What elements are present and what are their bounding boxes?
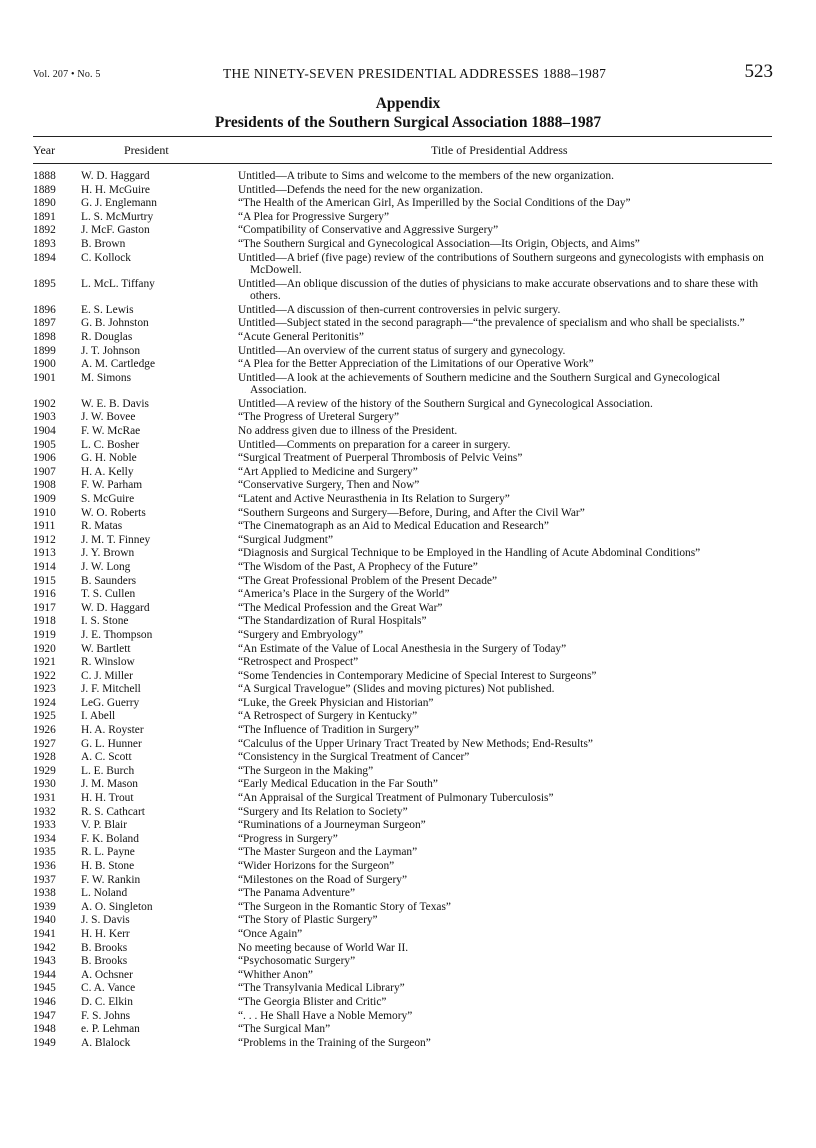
row-title: “The Georgia Blister and Critic” (238, 995, 387, 1008)
table-row (33, 1010, 773, 1023)
row-president: J. McF. Gaston (81, 224, 150, 237)
row-title: “Luke, the Greek Physician and Historian” (238, 696, 434, 709)
row-president: B. Brooks (81, 941, 128, 954)
row-president: G. L. Hunner (81, 737, 142, 750)
row-title: “The Great Professional Problem of the Present Decade” (238, 574, 498, 587)
row-president: W. E. B. Davis (81, 397, 149, 410)
row-title: “The Influence of Tradition in Surgery” (238, 724, 420, 737)
table-row (33, 561, 773, 574)
table-row (33, 982, 773, 995)
row-title: “Consistency in the Surgical Treatment of Cancer” (238, 751, 470, 764)
row-title: “Whither Anon” (238, 968, 313, 981)
row-year: 1915 (33, 574, 56, 587)
row-year: 1916 (33, 588, 56, 601)
row-president: F. W. Parham (81, 479, 143, 492)
table-row (33, 643, 773, 656)
row-president: H. H. Kerr (81, 927, 130, 940)
row-president: G. J. Englemann (81, 197, 157, 210)
row-title: Untitled—An overview of the current status of surgery and gynecology. (238, 344, 566, 357)
row-year: 1894 (33, 251, 56, 264)
row-title: “Calculus of the Upper Urinary Tract Treated by New Methods; End-Results” (238, 737, 593, 750)
appendix-title: Presidents of the Southern Surgical Association 1888–1987 (214, 114, 602, 131)
row-president: H. A. Royster (81, 724, 144, 737)
row-title: “The Health of the American Girl, As Imperilled by the Social Conditions of the Day” (238, 197, 631, 210)
table-row (33, 278, 773, 303)
row-year: 1898 (33, 330, 56, 343)
volume-label: Vol. 207 • No. 5 (33, 69, 101, 80)
row-president: I. S. Stone (81, 615, 129, 628)
row-president: H. H. Trout (81, 792, 134, 805)
row-title: “An Appraisal of the Surgical Treatment of Pulmonary Tuberculosis” (238, 792, 554, 805)
row-title: “America’s Place in the Surgery of the World” (238, 588, 450, 601)
row-title: “Ruminations of a Journeyman Surgeon” (238, 819, 426, 832)
row-title: “The Transylvania Medical Library” (238, 982, 405, 995)
table-row (33, 238, 773, 251)
row-year: 1927 (33, 737, 56, 750)
table-row (33, 615, 773, 628)
table-row (33, 345, 773, 358)
table-row (33, 466, 773, 479)
table-row (33, 656, 773, 669)
row-year: 1943 (33, 955, 56, 968)
row-president: J. M. T. Finney (81, 533, 151, 546)
row-title: Untitled—Defends the need for the new organization. (238, 183, 483, 196)
table-row (33, 358, 773, 371)
row-president: M. Simons (81, 371, 132, 384)
row-year: 1931 (33, 792, 56, 805)
table-row (33, 588, 773, 601)
table-row (33, 425, 773, 438)
row-year: 1937 (33, 873, 56, 886)
row-year: 1936 (33, 860, 56, 872)
row-title: Untitled—A brief (five page) review of the contributions of Southern surgeons and gynecologists with emphasis on McDowell. (238, 251, 764, 277)
row-year: 1938 (33, 887, 56, 900)
table-row (33, 860, 773, 873)
row-president: C. A. Vance (81, 982, 136, 995)
row-title: “The Medical Profession and the Great War” (238, 601, 443, 614)
table-row (33, 697, 773, 710)
row-title: “Wider Horizons for the Surgeon” (238, 860, 395, 872)
row-president: J. Y. Brown (81, 547, 135, 560)
table-row (33, 507, 773, 520)
row-president: R. Winslow (81, 656, 135, 669)
table-row (33, 806, 773, 819)
row-year: 1901 (33, 371, 56, 384)
row-president: L. S. McMurtry (81, 210, 154, 223)
row-president: J. F. Mitchell (81, 683, 141, 696)
row-year: 1903 (33, 411, 56, 424)
row-president: W. O. Roberts (81, 506, 146, 519)
row-title: Untitled—Comments on preparation for a career in surgery. (238, 438, 511, 451)
table-row (33, 575, 773, 588)
row-year: 1945 (33, 982, 56, 995)
row-year: 1918 (33, 615, 56, 628)
row-title: No address given due to illness of the President. (238, 425, 458, 437)
row-title: Untitled—A discussion of then-current controversies in pelvic surgery. (238, 303, 561, 316)
running-head (33, 61, 773, 88)
table-row (33, 969, 773, 982)
table-row (33, 874, 773, 887)
row-year: 1891 (33, 210, 56, 223)
row-year: 1929 (33, 764, 56, 777)
row-president: J. T. Johnson (81, 344, 141, 357)
table-row (33, 547, 773, 560)
table-row (33, 724, 773, 737)
row-year: 1944 (33, 968, 56, 981)
row-president: J. W. Bovee (81, 411, 136, 424)
row-president: J. S. Davis (81, 914, 130, 927)
row-title: “Surgery and Embryology” (238, 628, 364, 641)
table-row (33, 928, 773, 941)
row-year: 1921 (33, 656, 56, 669)
row-title: “Psychosomatic Surgery” (238, 955, 356, 968)
row-year: 1941 (33, 927, 56, 940)
row-year: 1949 (33, 1036, 56, 1049)
row-president: L. E. Burch (81, 764, 135, 777)
row-title: “The Progress of Ureteral Surgery” (238, 411, 400, 424)
row-president: J. W. Long (81, 560, 131, 573)
row-president: D. C. Elkin (81, 995, 133, 1008)
table-row (33, 602, 773, 615)
row-title: “The Panama Adventure” (238, 887, 356, 900)
row-year: 1922 (33, 669, 56, 682)
row-year: 1920 (33, 642, 56, 655)
page-number: 523 (744, 61, 773, 82)
row-president: V. P. Blair (81, 819, 127, 832)
row-year: 1910 (33, 506, 56, 519)
row-year: 1926 (33, 724, 56, 737)
presidents-table-body (33, 170, 773, 1050)
row-title: “Once Again” (238, 927, 303, 940)
table-row (33, 901, 773, 914)
row-year: 1914 (33, 560, 56, 573)
table-row (33, 1037, 773, 1050)
row-year: 1897 (33, 317, 56, 330)
row-title: “. . . He Shall Have a Noble Memory” (238, 1009, 413, 1022)
row-year: 1928 (33, 751, 56, 764)
table-row (33, 833, 773, 846)
row-title: “An Estimate of the Value of Local Anesthesia in the Surgery of Today” (238, 642, 567, 655)
table-row (33, 914, 773, 927)
row-title: “The Wisdom of the Past, A Prophecy of the Future” (238, 560, 478, 573)
table-row (33, 331, 773, 344)
row-president: A. C. Scott (81, 751, 132, 764)
row-year: 1946 (33, 995, 56, 1008)
row-title: “The Master Surgeon and the Layman” (238, 846, 418, 859)
row-president: G. B. Johnston (81, 317, 149, 330)
row-title: “A Plea for Progressive Surgery” (238, 210, 389, 223)
row-president: I. Abell (81, 710, 116, 723)
row-year: 1924 (33, 696, 56, 709)
table-row (33, 819, 773, 832)
running-title: THE NINETY-SEVEN PRESIDENTIAL ADDRESSES 1888–1987 (223, 66, 607, 81)
row-president: H. A. Kelly (81, 465, 134, 478)
row-title: “Some Tendencies in Contemporary Medicine of Special Interest to Surgeons” (238, 669, 597, 682)
row-president: L. Noland (81, 887, 128, 900)
row-year: 1892 (33, 224, 56, 237)
row-title: “The Story of Plastic Surgery” (238, 914, 378, 927)
row-year: 1913 (33, 547, 56, 560)
row-president: A. Ochsner (81, 968, 133, 981)
table-top-rule (33, 136, 772, 137)
table-row (33, 197, 773, 210)
table-row (33, 887, 773, 900)
row-title: “The Surgeon in the Romantic Story of Texas” (238, 900, 451, 913)
table-row (33, 765, 773, 778)
row-year: 1925 (33, 710, 56, 723)
table-row (33, 411, 773, 424)
table-row (33, 170, 773, 183)
row-year: 1895 (33, 277, 56, 290)
column-header-president: President (124, 143, 169, 157)
table-row (33, 738, 773, 751)
row-year: 1919 (33, 628, 56, 641)
table-row (33, 670, 773, 683)
appendix-label: Appendix (375, 95, 441, 112)
row-president: H. H. McGuire (81, 183, 150, 196)
row-president: W. Bartlett (81, 642, 131, 655)
row-president: J. M. Mason (81, 778, 138, 791)
row-year: 1948 (33, 1023, 56, 1036)
row-year: 1934 (33, 832, 56, 845)
row-president: E. S. Lewis (81, 303, 134, 316)
row-president: F. W. McRae (81, 425, 141, 437)
table-row (33, 317, 773, 330)
table-row (33, 398, 773, 411)
table-row (33, 792, 773, 805)
table-row (33, 224, 773, 237)
row-year: 1907 (33, 465, 56, 478)
row-year: 1896 (33, 303, 56, 316)
row-year: 1888 (33, 170, 56, 182)
row-president: B. Saunders (81, 574, 137, 587)
table-row (33, 184, 773, 197)
row-year: 1930 (33, 778, 56, 791)
table-row (33, 304, 773, 317)
table-row (33, 1023, 773, 1036)
row-president: B. Brooks (81, 955, 128, 968)
row-title: Untitled—A look at the achievements of Southern medicine and the Southern Surgical and Gynecological Association. (238, 371, 721, 397)
row-president: L. McL. Tiffany (81, 277, 155, 290)
table-row (33, 493, 773, 506)
table-row (33, 520, 773, 533)
row-title: “Surgical Judgment” (238, 533, 334, 546)
row-title: “The Surgeon in the Making” (238, 764, 374, 777)
row-title: “The Cinematograph as an Aid to Medical Education and Research” (238, 520, 549, 533)
row-title: “Diagnosis and Surgical Technique to be Employed in the Handling of Acute Abdominal Conditions” (238, 547, 701, 560)
row-year: 1904 (33, 425, 56, 437)
row-year: 1893 (33, 237, 56, 250)
row-year: 1906 (33, 452, 56, 465)
row-president: L. C. Bosher (81, 438, 140, 451)
row-president: W. D. Haggard (81, 170, 150, 182)
row-title: “Milestones on the Road of Surgery” (238, 873, 408, 886)
row-year: 1935 (33, 846, 56, 859)
row-year: 1940 (33, 914, 56, 927)
row-title: “Progress in Surgery” (238, 832, 338, 845)
table-header-rule (33, 163, 772, 164)
row-president: C. Kollock (81, 251, 131, 264)
row-title: “Southern Surgeons and Surgery—Before, During, and After the Civil War” (238, 506, 585, 519)
row-title: Untitled—An oblique discussion of the duties of physicians to make accurate observations and to share these with others. (238, 277, 759, 303)
table-row (33, 955, 773, 968)
row-president: e. P. Lehman (81, 1023, 140, 1036)
row-president: B. Brown (81, 237, 126, 250)
row-president: J. E. Thompson (81, 628, 153, 641)
row-title: “Acute General Peritonitis” (238, 330, 364, 343)
row-title: Untitled—A tribute to Sims and welcome to the members of the new organization. (238, 170, 614, 182)
row-title: “Conservative Surgery, Then and Now” (238, 479, 420, 492)
row-year: 1947 (33, 1009, 56, 1022)
table-row (33, 372, 773, 397)
row-president: A. O. Singleton (81, 900, 153, 913)
row-president: G. H. Noble (81, 452, 137, 465)
row-president: S. McGuire (81, 492, 135, 505)
row-year: 1909 (33, 492, 56, 505)
row-president: A. M. Cartledge (81, 358, 156, 371)
row-president: R. Douglas (81, 330, 133, 343)
row-title: “The Surgical Man” (238, 1023, 331, 1036)
row-year: 1911 (33, 520, 56, 533)
row-year: 1902 (33, 397, 56, 410)
row-title: “The Standardization of Rural Hospitals” (238, 615, 427, 628)
row-president: F. K. Boland (81, 832, 139, 845)
table-row (33, 683, 773, 696)
table-row (33, 629, 773, 642)
row-title: “Surgical Treatment of Puerperal Thrombosis of Pelvic Veins” (238, 452, 523, 465)
table-row (33, 452, 773, 465)
table-row (33, 252, 773, 277)
table-row (33, 211, 773, 224)
row-year: 1905 (33, 438, 56, 451)
row-title: “Compatibility of Conservative and Aggressive Surgery” (238, 224, 499, 237)
row-president: T. S. Cullen (81, 588, 136, 601)
row-president: R. L. Payne (81, 846, 135, 859)
row-president: C. J. Miller (81, 669, 133, 682)
table-row (33, 534, 773, 547)
row-title: “Early Medical Education in the Far South” (238, 778, 438, 791)
row-title: “A Surgical Travelogue” (Slides and moving pictures) Not published. (238, 683, 555, 696)
row-title: “Latent and Active Neurasthenia in Its Relation to Surgery” (238, 492, 510, 505)
table-row (33, 996, 773, 1009)
row-year: 1908 (33, 479, 56, 492)
row-year: 1932 (33, 805, 56, 818)
row-title: Untitled—A review of the history of the Southern Surgical and Gynecological Association. (238, 397, 653, 410)
column-header-title: Title of Presidential Address (431, 143, 568, 157)
row-year: 1899 (33, 344, 56, 357)
row-title: “A Plea for the Better Appreciation of the Limitations of our Operative Work” (238, 358, 594, 371)
row-president: F. S. Johns (81, 1009, 131, 1022)
row-president: LeG. Guerry (81, 696, 140, 709)
row-title: “A Retrospect of Surgery in Kentucky” (238, 710, 418, 723)
row-year: 1939 (33, 900, 56, 913)
row-year: 1912 (33, 533, 56, 546)
row-title: Untitled—Subject stated in the second paragraph—“the prevalence of specialism and who shall be specialists.” (238, 317, 745, 330)
table-row (33, 479, 773, 492)
table-row (33, 778, 773, 791)
row-president: A. Blalock (81, 1036, 131, 1049)
row-year: 1923 (33, 683, 56, 696)
row-title: “Problems in the Training of the Surgeon” (238, 1036, 431, 1049)
row-title: “Art Applied to Medicine and Surgery” (238, 465, 418, 478)
row-president: R. S. Cathcart (81, 805, 145, 818)
row-president: R. Matas (81, 520, 123, 533)
row-president: H. B. Stone (81, 860, 135, 872)
row-year: 1933 (33, 819, 56, 832)
row-title: “Surgery and Its Relation to Society” (238, 805, 408, 818)
table-row (33, 710, 773, 723)
row-title: No meeting because of World War II. (238, 941, 409, 954)
row-president: W. D. Haggard (81, 601, 150, 614)
row-year: 1890 (33, 197, 56, 210)
row-year: 1900 (33, 358, 56, 371)
table-row (33, 439, 773, 452)
column-header-year: Year (33, 143, 56, 157)
row-title: “The Southern Surgical and Gynecological Association—Its Origin, Objects, and Aims” (238, 237, 640, 250)
table-row (33, 942, 773, 955)
row-president: F. W. Rankin (81, 873, 141, 886)
table-row (33, 846, 773, 859)
row-year: 1942 (33, 941, 56, 954)
row-year: 1889 (33, 183, 56, 196)
table-row (33, 751, 773, 764)
row-title: “Retrospect and Prospect” (238, 656, 359, 669)
row-year: 1917 (33, 601, 56, 614)
